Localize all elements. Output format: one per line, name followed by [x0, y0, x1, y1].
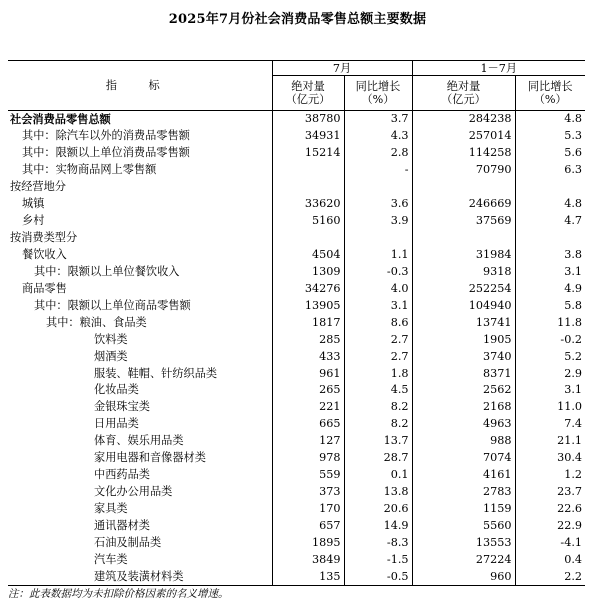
ytd-value: 13553	[412, 534, 515, 551]
table-row	[8, 111, 585, 128]
month-abs-header	[272, 76, 344, 111]
month-growth: 2.7	[344, 348, 412, 365]
ytd-value: 2783	[412, 484, 515, 501]
ytd-value: 104940	[412, 297, 515, 314]
ytd-yoy-header	[515, 76, 585, 111]
table-row	[8, 518, 585, 535]
row-name: 石油及制品类	[94, 535, 162, 549]
month-growth: 28.7	[344, 450, 412, 467]
month-growth: 1.8	[344, 365, 412, 382]
month-value: 433	[272, 348, 344, 365]
row-name: 按经营地分	[10, 180, 66, 194]
table-row	[8, 314, 585, 331]
ytd-growth: 5.2	[515, 348, 585, 365]
month-value	[272, 179, 344, 196]
month-growth: 2.7	[344, 331, 412, 348]
table-row	[8, 230, 585, 247]
row-name: 餐饮收入	[22, 247, 67, 261]
ytd-growth: 3.8	[515, 247, 585, 264]
month-growth: 20.6	[344, 501, 412, 518]
table-row	[8, 247, 585, 264]
month-value: 170	[272, 501, 344, 518]
month-growth: -1.5	[344, 551, 412, 568]
ytd-value: 37569	[412, 213, 515, 230]
table-row	[8, 196, 585, 213]
ytd-growth: 22.6	[515, 501, 585, 518]
row-name: 乡村	[22, 214, 45, 228]
table-body	[8, 111, 585, 586]
ytd-value: 257014	[412, 128, 515, 145]
ytd-growth: 23.7	[515, 484, 585, 501]
table-row	[8, 399, 585, 416]
table-row	[8, 416, 585, 433]
month-value: 1817	[272, 314, 344, 331]
month-growth: 8.6	[344, 314, 412, 331]
table-row	[8, 162, 585, 179]
ytd-value: 7074	[412, 450, 515, 467]
month-growth: 2.8	[344, 145, 412, 162]
table-row	[8, 501, 585, 518]
ytd-value: 3740	[412, 348, 515, 365]
row-name: 其中：粮油、食品类	[46, 315, 147, 329]
ytd-growth: 5.6	[515, 145, 585, 162]
ytd-growth: 30.4	[515, 450, 585, 467]
ytd-value: 27224	[412, 551, 515, 568]
month-value: 373	[272, 484, 344, 501]
row-name: 其中：限额以上单位消费品零售额	[22, 146, 190, 160]
month-value: 34276	[272, 280, 344, 297]
ytd-abs-header	[412, 76, 515, 111]
table-row	[8, 382, 585, 399]
ytd-value	[412, 230, 515, 247]
month-value: 3849	[272, 551, 344, 568]
month-growth: 4.5	[344, 382, 412, 399]
yoy-label: 同比增长	[527, 80, 573, 93]
abs-unit: （亿元）	[441, 93, 486, 106]
month-growth: 0.1	[344, 467, 412, 484]
row-name: 化妆品类	[94, 383, 139, 397]
ytd-growth: 5.3	[515, 128, 585, 145]
month-value: 265	[272, 382, 344, 399]
month-growth: 3.6	[344, 196, 412, 213]
ytd-growth: 21.1	[515, 433, 585, 450]
table-row	[8, 450, 585, 467]
month-value: 285	[272, 331, 344, 348]
month-growth: 4.0	[344, 280, 412, 297]
month-growth: 13.7	[344, 433, 412, 450]
abs-unit: （亿元）	[285, 93, 331, 106]
month-value: 5160	[272, 213, 344, 230]
row-name: 中西药品类	[94, 468, 150, 482]
row-name: 其中：实物商品网上零售额	[22, 163, 157, 177]
month-value	[272, 162, 344, 179]
month-value: 559	[272, 467, 344, 484]
yoy-unit: （%）	[361, 93, 395, 106]
abs-label: 绝对量	[291, 80, 325, 93]
table-row	[8, 467, 585, 484]
row-name: 汽车类	[94, 552, 128, 566]
ytd-growth: 4.9	[515, 280, 585, 297]
ytd-value: 1905	[412, 331, 515, 348]
month-growth	[344, 179, 412, 196]
month-growth: -	[344, 162, 412, 179]
ytd-value: 31984	[412, 247, 515, 264]
month-value: 34931	[272, 128, 344, 145]
month-growth: 3.7	[344, 111, 412, 128]
month-growth: -0.5	[344, 568, 412, 585]
month-value: 657	[272, 518, 344, 535]
ytd-value: 284238	[412, 111, 515, 128]
month-value: 221	[272, 399, 344, 416]
table-row	[8, 534, 585, 551]
month-value: 665	[272, 416, 344, 433]
month-growth: 3.9	[344, 213, 412, 230]
month-value	[272, 230, 344, 247]
month-value: 1309	[272, 263, 344, 280]
ytd-value: 2168	[412, 399, 515, 416]
table-header	[8, 61, 585, 111]
ytd-value: 9318	[412, 263, 515, 280]
ytd-growth: 2.9	[515, 365, 585, 382]
ytd-growth: 11.0	[515, 399, 585, 416]
table-row	[8, 365, 585, 382]
month-value: 38780	[272, 111, 344, 128]
row-name: 城镇	[22, 197, 45, 211]
row-name: 烟酒类	[94, 349, 128, 363]
table-row	[8, 484, 585, 501]
retail-sales-table	[8, 60, 585, 586]
ytd-growth: 22.9	[515, 518, 585, 535]
month-value: 127	[272, 433, 344, 450]
ytd-growth: 3.1	[515, 382, 585, 399]
month-value: 961	[272, 365, 344, 382]
ytd-value: 13741	[412, 314, 515, 331]
table-row	[8, 348, 585, 365]
page-title: 2025年7月份社会消费品零售总额主要数据	[168, 12, 427, 27]
table-row	[8, 331, 585, 348]
row-name: 社会消费品零售总额	[10, 112, 111, 127]
month-header: 7月	[272, 61, 412, 76]
row-name: 文化办公用品类	[94, 485, 173, 499]
ytd-value: 70790	[412, 162, 515, 179]
ytd-value: 114258	[412, 145, 515, 162]
month-value: 135	[272, 568, 344, 585]
month-growth: 8.2	[344, 399, 412, 416]
footnote: 注：此表数据均为未扣除价格因素的名义增速。	[8, 588, 229, 600]
table-row	[8, 551, 585, 568]
month-growth: 14.9	[344, 518, 412, 535]
month-growth: 1.1	[344, 247, 412, 264]
row-name: 建筑及装潢材料类	[8, 568, 272, 585]
ytd-value: 2562	[412, 382, 515, 399]
table-row	[8, 128, 585, 145]
table-row	[8, 213, 585, 230]
row-name: 日用品类	[94, 417, 139, 431]
row-name: 其中：限额以上单位餐饮收入	[34, 264, 180, 278]
ytd-value	[412, 179, 515, 196]
ytd-growth: 0.4	[515, 551, 585, 568]
ytd-value: 246669	[412, 196, 515, 213]
row-name: 商品零售	[22, 281, 67, 295]
ytd-growth: 1.2	[515, 467, 585, 484]
table-row	[8, 297, 585, 314]
table-row	[8, 145, 585, 162]
ytd-value: 988	[412, 433, 515, 450]
yoy-unit: （%）	[533, 93, 567, 106]
ytd-value: 1159	[412, 501, 515, 518]
indicator-header: 指 标	[8, 61, 272, 111]
table-row	[8, 280, 585, 297]
table-row	[8, 179, 585, 196]
month-growth: 4.3	[344, 128, 412, 145]
ytd-header: 1－7月	[412, 61, 585, 76]
ytd-growth: 2.2	[515, 568, 585, 585]
ytd-value: 4161	[412, 467, 515, 484]
table-row	[8, 433, 585, 450]
month-growth: -8.3	[344, 534, 412, 551]
ytd-growth	[515, 230, 585, 247]
table-row	[8, 263, 585, 280]
month-growth: -0.3	[344, 263, 412, 280]
table-row	[8, 568, 585, 585]
row-name: 金银珠宝类	[94, 400, 150, 414]
month-value: 33620	[272, 196, 344, 213]
ytd-growth: 4.7	[515, 213, 585, 230]
ytd-growth: 5.8	[515, 297, 585, 314]
ytd-growth: 4.8	[515, 196, 585, 213]
yoy-label: 同比增长	[355, 80, 401, 93]
ytd-growth: -0.2	[515, 331, 585, 348]
row-name: 其中：除汽车以外的消费品零售额	[22, 129, 190, 143]
ytd-growth: 3.1	[515, 263, 585, 280]
row-name: 家具类	[94, 502, 128, 516]
row-name: 服装、鞋帽、针纺织品类	[94, 366, 218, 380]
month-yoy-header	[344, 76, 412, 111]
ytd-value: 4963	[412, 416, 515, 433]
row-name: 按消费类型分	[10, 231, 78, 245]
row-name: 其中：限额以上单位商品零售额	[34, 298, 191, 312]
month-value: 1895	[272, 534, 344, 551]
month-growth	[344, 230, 412, 247]
ytd-value: 960	[412, 568, 515, 585]
ytd-value: 5560	[412, 518, 515, 535]
row-name: 饮料类	[94, 332, 128, 346]
month-growth: 3.1	[344, 297, 412, 314]
ytd-value: 252254	[412, 280, 515, 297]
ytd-value: 8371	[412, 365, 515, 382]
ytd-growth	[515, 179, 585, 196]
month-growth: 8.2	[344, 416, 412, 433]
abs-label: 绝对量	[446, 80, 481, 93]
ytd-growth: -4.1	[515, 534, 585, 551]
month-growth: 13.8	[344, 484, 412, 501]
ytd-growth: 7.4	[515, 416, 585, 433]
month-value: 13905	[272, 297, 344, 314]
ytd-growth: 11.8	[515, 314, 585, 331]
ytd-growth: 4.8	[515, 111, 585, 128]
row-name: 通讯器材类	[94, 518, 150, 532]
row-name: 家用电器和音像器材类	[94, 451, 206, 465]
month-value: 978	[272, 450, 344, 467]
ytd-growth: 6.3	[515, 162, 585, 179]
row-name: 体育、娱乐用品类	[94, 434, 184, 448]
month-value: 15214	[272, 145, 344, 162]
month-value: 4504	[272, 247, 344, 264]
